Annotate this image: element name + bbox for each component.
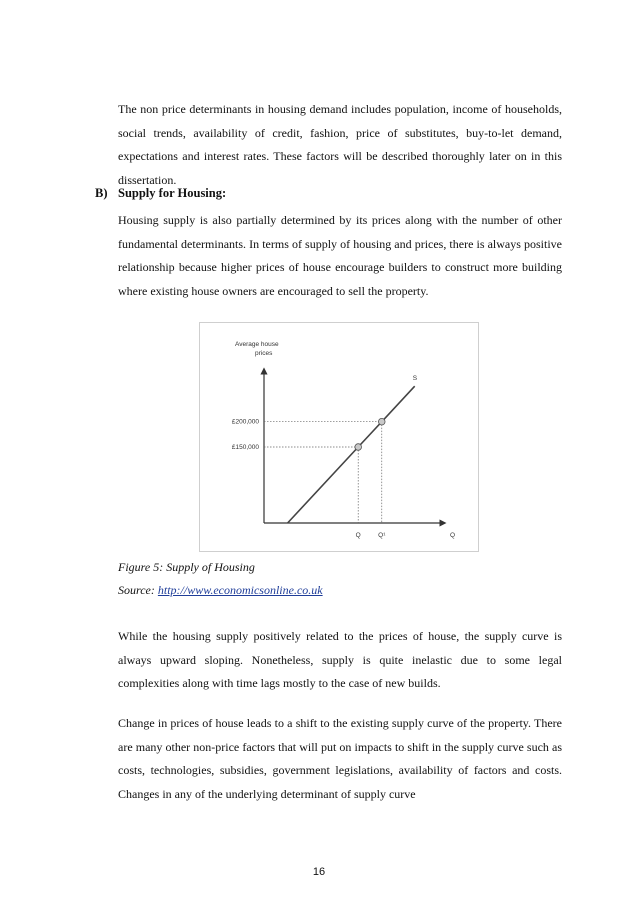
point-q-150000	[355, 444, 362, 451]
source-link[interactable]: http://www.economicsonline.co.uk	[157, 583, 323, 597]
paragraph-demand-determinants: The non price determinants in housing demand includes population, income of households, social trends, availability of credit, fashion, price of substitutes, buy-to-let demand, expectations and interest rates. These factors will be described thoroughly later on in this dissertation.	[118, 102, 562, 187]
figure-caption: Figure 5: Supply of Housing	[118, 560, 255, 574]
supply-figure	[199, 322, 479, 552]
x-axis-label: Q	[450, 532, 456, 539]
figure-source	[118, 583, 323, 598]
y-axis-label-line2: prices	[255, 350, 273, 357]
paragraph-supply-shift: Change in prices of house leads to a shift to the existing supply curve of the property. There are many other non-price factors that will put on impacts to shift in the supply curve such as costs, technologies, subsidies, government legislations, availability of factors and costs. Changes in any of the underlying determinant of supply curve	[118, 716, 562, 801]
source-prefix: Source:	[118, 583, 158, 597]
x-tick-label-q: Q	[355, 532, 361, 539]
y-axis-label-line1: Average house	[235, 341, 279, 348]
paragraph-supply-curve: While the housing supply positively related to the prices of house, the supply curve is always upward sloping. Nonetheless, supply is quite inelastic due to some legal complexities along with time lags mostly to the case of new builds.	[118, 629, 562, 690]
supply-chart	[200, 323, 478, 551]
paragraph-housing-supply: Housing supply is also partially determined by its prices along with the number of other fundamental determinants. In terms of supply of housing and prices, there is always positive relationship because higher prices of house encourage builders to construct more building where existing house owners are encouraged to sell the property.	[118, 213, 562, 298]
supply-curve-s	[288, 386, 415, 523]
page-number: 16	[312, 866, 326, 878]
x-tick-label-q1: Q¹	[378, 532, 386, 539]
supply-curve-label: S	[412, 375, 418, 383]
section-heading	[95, 186, 226, 201]
section-label: B)	[95, 186, 108, 200]
section-title: Supply for Housing:	[118, 186, 227, 200]
y-tick-label-150000: £150,000	[231, 444, 259, 451]
y-tick-label-200000: £200,000	[231, 418, 259, 426]
point-q1-200000	[378, 418, 385, 425]
